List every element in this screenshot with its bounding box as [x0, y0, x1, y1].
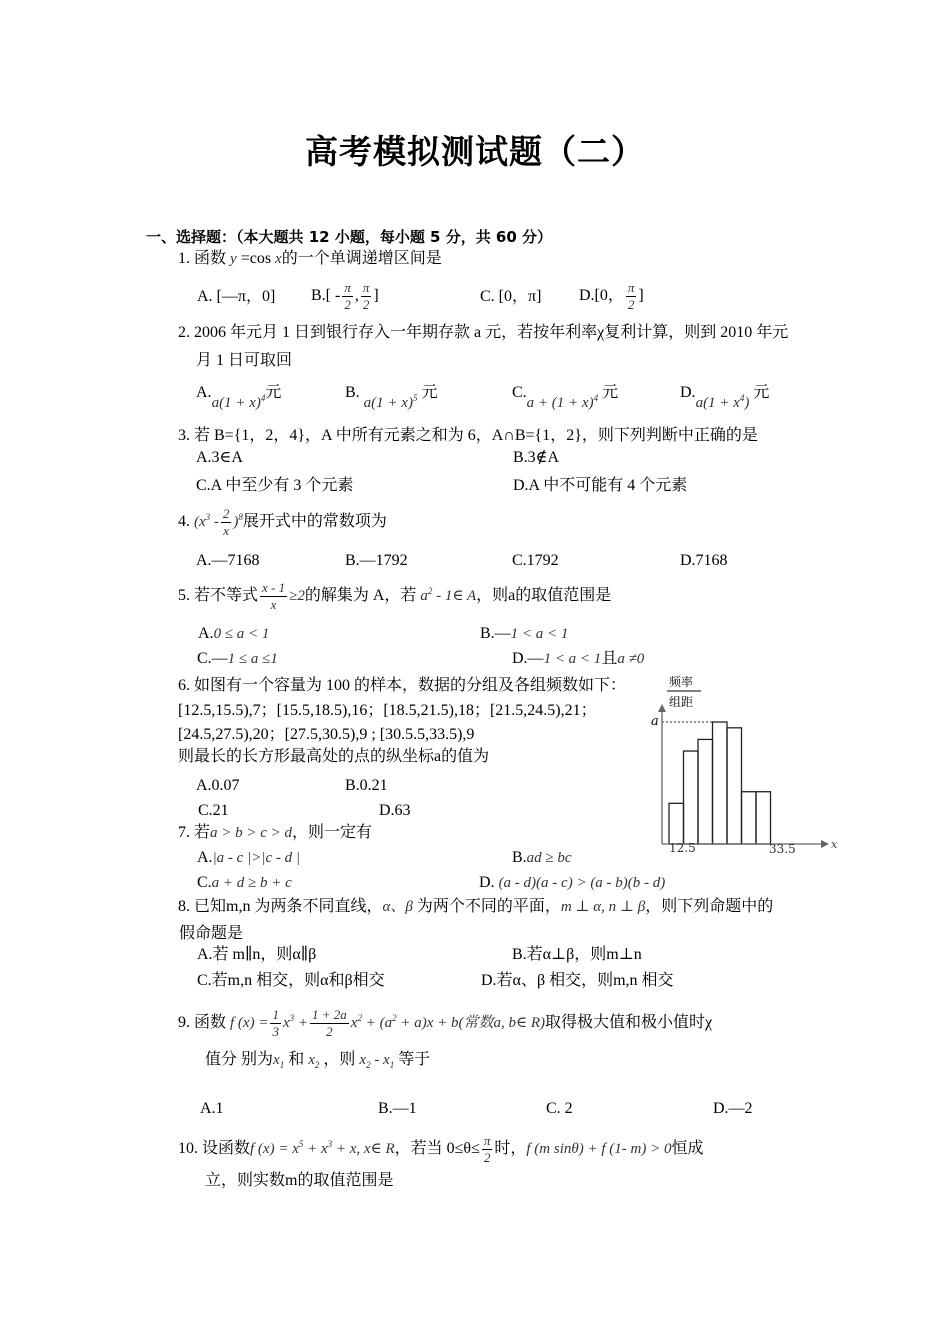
q1-option-b: B.[ - $\frac{\pi}{2}$ , $\frac{\pi}{2}$ ]: [311, 280, 379, 312]
q5-option-a: A.0 ≤ a < 1: [198, 625, 270, 642]
q2-stem-line2: 月 1 日可取回: [196, 352, 293, 369]
q6-stem-line4: 则最长的长方形最高处的点的纵坐标a的值为: [178, 748, 490, 765]
q10-stem-line1: 10. 设函数f $(x) = x^5 + x^3 + x$, x∈ R，若当 0≤θ≤ $\frac{\pi}{2}$ 时，f (m sinθ) + f (1- m) > 0恒成: [178, 1133, 704, 1165]
q8-stem-line2: 假命题是: [179, 925, 244, 942]
q6-option-b: B.0.21: [345, 777, 388, 794]
q6-option-c: C.21: [198, 802, 229, 819]
q4-option-b: B.—1792: [345, 552, 408, 569]
q10-stem-line2: 立，则实数m的取值范围是: [205, 1172, 394, 1189]
page-title: 高考模拟测试题（二）: [305, 132, 645, 171]
q7-option-d: D. (a - d)(a - c) > (a - b)(b - d): [479, 874, 666, 891]
q7-option-b: B.ad ≥ bc: [512, 849, 572, 866]
hist-x-end-label: 33.5: [769, 842, 796, 856]
q4-option-a: A.—7168: [196, 552, 260, 569]
q4-option-d: D.7168: [680, 552, 728, 569]
q6-option-a: A.0.07: [196, 777, 240, 794]
hist-bar: [669, 803, 684, 844]
hist-bar: [756, 792, 771, 844]
hist-bar: [684, 751, 699, 844]
q6-stem-line2: [12.5,15.5),7；[15.5,18.5),16；[18.5,21.5),18；[21.5,24.5),21；: [178, 702, 597, 719]
q5-option-b: B.—1 < a < 1: [480, 625, 569, 642]
q2-stem-line1: 2. 2006 年元月 1 日到银行存入一年期存款 a 元，若按年利率χ复利计算，则到 2010 年元: [178, 324, 789, 341]
q5-option-c: C.—1 ≤ a ≤1: [197, 650, 278, 667]
q1-option-a: A. [—π，0]: [197, 288, 276, 305]
hist-ylabel-top: 频率: [669, 675, 694, 689]
q8-option-a: A.若 m∥n，则α∥β: [197, 946, 317, 963]
hist-bar: [727, 728, 742, 844]
q1-option-c: C. [0，π]: [480, 288, 542, 305]
q6-option-d: D.63: [379, 802, 411, 819]
hist-a-label: a: [651, 714, 659, 729]
q9-stem-line1: 9. 函数 f (x) = $\frac{1}{3}$ $x^3$ + $\frac{1 + 2a}{2}$ $x^2 + (a^2 + a)x + b$(常数a, b∈ R)取得极大值和极小值时χ: [178, 1007, 713, 1039]
q3-option-a: A.3∈A: [196, 449, 243, 466]
q2-option-d: $D.a(1 + x^4)$ 元: [680, 384, 770, 411]
q3-option-d: D.A 中不可能有 4 个元素: [513, 477, 688, 494]
q4-option-c: C.1792: [512, 552, 559, 569]
q1-stem: 1. 函数 y =cos x的一个单调递增区间是: [178, 250, 442, 267]
q4-stem: 4. ($x^3$ - $\frac{2}{x}$ )$^8$展开式中的常数项为: [178, 506, 387, 538]
q5-option-d: D.—1 < a < 1且a ≠0: [512, 650, 645, 667]
hist-bar: [713, 722, 728, 844]
q9-option-c: C. 2: [546, 1100, 573, 1117]
q5-stem: 5. 若不等式 $\frac{x - 1}{x}$ ≥2的解集为 A，若 $a^2$ - 1∈ A，则a的取值范围是: [178, 580, 612, 612]
q8-option-c: C.若m,n 相交，则α和β相交: [197, 972, 385, 989]
q1-option-d: D.[0， $\frac{\pi}{2}$ ]: [579, 280, 644, 312]
q9-option-a: A.1: [200, 1100, 224, 1117]
q2-option-a: $A.a(1 + x)^4$元: [196, 384, 282, 411]
hist-bar: [742, 792, 757, 844]
q3-option-c: C.A 中至少有 3 个元素: [196, 477, 354, 494]
frequency-histogram: [645, 672, 845, 862]
q2-option-b: B. $a(1 + x)^5$ 元: [345, 384, 438, 411]
q6-stem-line1: 6. 如图有一个容量为 100 的样本，数据的分组及各组频数如下：: [178, 677, 627, 694]
q8-option-b: B.若α⊥β，则m⊥n: [512, 946, 642, 963]
q3-option-b: B.3∉A: [513, 449, 560, 466]
hist-bar: [698, 739, 713, 844]
q2-option-c: $C.a + (1 + x)^4$ 元: [512, 384, 619, 411]
q7-stem: 7. 若a > b > c > d，则一定有: [178, 824, 373, 841]
q3-stem: 3. 若 B={1，2，4}，A 中所有元素之和为 6，A∩B={1，2}，则下列判断中正确的是: [178, 427, 758, 444]
hist-x-start-label: 12.5: [669, 841, 696, 855]
section-heading: 一、选择题：（本大题共 12 小题，每小题 5 分，共 60 分）: [146, 228, 553, 246]
hist-x-label: x: [831, 838, 838, 851]
hist-ylabel-bottom: 组距: [669, 695, 694, 709]
q9-stem-line2: 值分 别为$x_1$ 和 $x_2$ ，则 $x_2 - x_1$ 等于: [205, 1051, 431, 1070]
q6-stem-line3: [24.5,27.5),20；[27.5,30.5),9 ; [30.5.5,33.5),9: [178, 726, 475, 743]
q8-option-d: D.若α、β 相交，则m,n 相交: [481, 972, 674, 989]
q9-option-b: B.—1: [378, 1100, 417, 1117]
q8-stem-line1: 8. 已知m,n 为两条不同直线，α、β 为两个不同的平面，m ⊥ α, n ⊥ β，则下列命题中的: [178, 898, 774, 915]
q7-option-a: A.|a - c |>|c - d |: [197, 849, 300, 866]
q9-option-d: D.—2: [713, 1100, 753, 1117]
q7-option-c: C.a + d ≥ b + c: [197, 874, 292, 891]
